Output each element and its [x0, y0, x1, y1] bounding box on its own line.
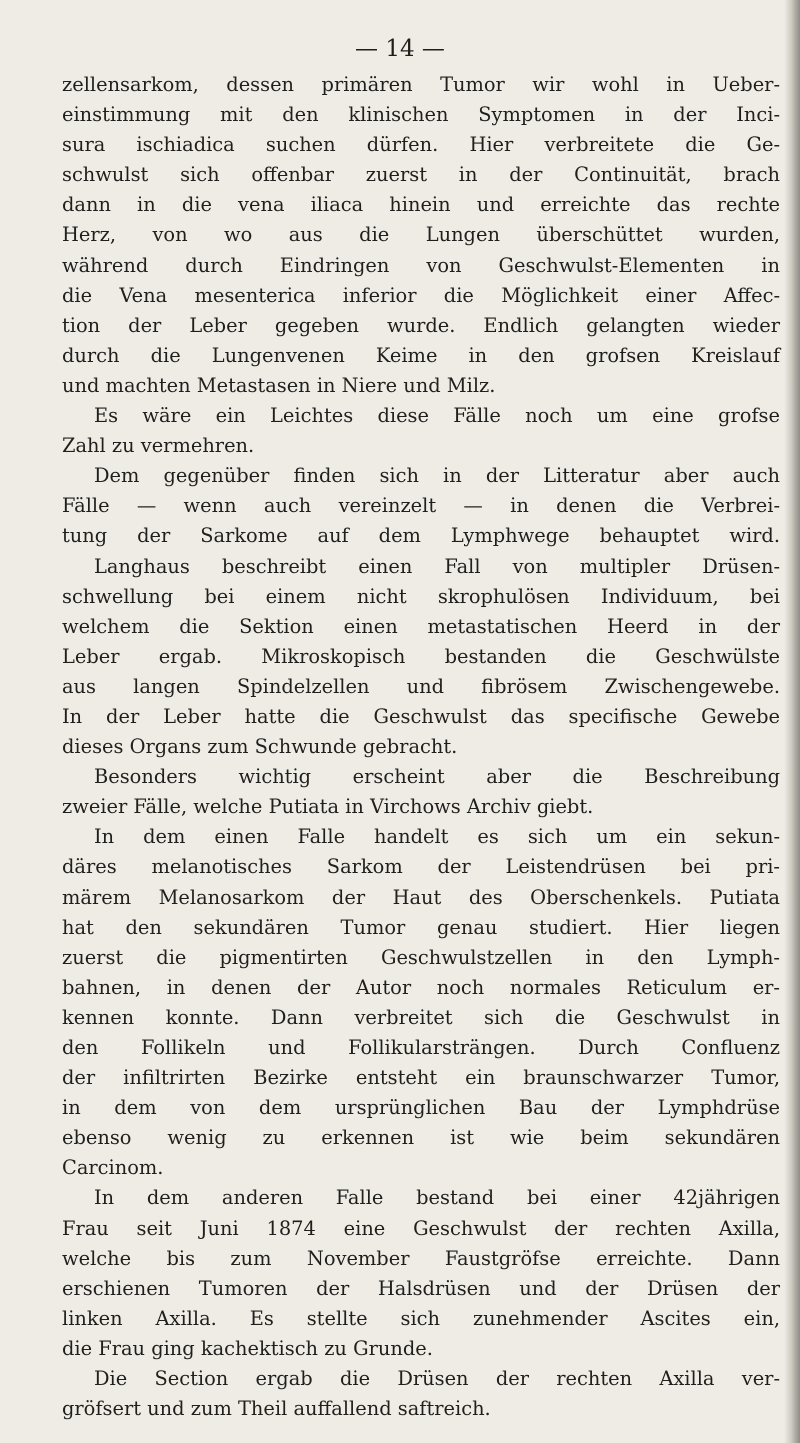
text-line: tung der Sarkome auf dem Lymphwege behauptet wird.: [62, 524, 780, 548]
text-line: Dem gegenüber finden sich in der Litteratur aber auch: [94, 464, 780, 488]
text-line: schwellung bei einem nicht skrophulösen Individuum, bei: [62, 584, 780, 608]
text-line: tion der Leber gegeben wurde. Endlich gelangten wieder: [62, 313, 780, 337]
text-line: den Follikeln und Follikularsträngen. Durch Confluenz: [62, 1036, 780, 1059]
text-line: einstimmung mit den klinischen Symptomen in der Inci-: [62, 103, 780, 127]
text-line: sura ischiadica suchen dürfen. Hier verbreitete die Ge-: [62, 133, 780, 157]
text-line: Zahl zu vermehren.: [62, 434, 255, 458]
text-line: Frau seit Juni 1874 eine Geschwulst der rechten Axilla,: [62, 1216, 780, 1240]
text-line: In der Leber hatte die Geschwulst das specifische Gewebe: [62, 704, 780, 728]
text-line: däres melanotisches Sarkom der Leistendrüsen bei pri-: [62, 855, 780, 879]
text-line: dann in die vena iliaca hinein und erreichte das rechte: [62, 193, 780, 217]
text-line: In dem einen Falle handelt es sich um ein sekun-: [94, 825, 780, 849]
text-line: Carcinom.: [62, 1156, 164, 1180]
text-line: kennen konnte. Dann verbreitet sich die Geschwulst in: [62, 1005, 780, 1029]
text-line: Besonders wichtig erscheint aber die Beschreibung: [94, 765, 780, 789]
text-line: bahnen, in denen der Autor noch normales Reticulum er-: [62, 975, 780, 999]
text-line: In dem anderen Falle bestand bei einer 42jährigen: [94, 1186, 780, 1210]
text-line: hat den sekundären Tumor genau studiert. Hier liegen: [62, 915, 780, 939]
body-text: [62, 70, 780, 1424]
text-line: Leber ergab. Mikroskopisch bestanden die Geschwülste: [62, 644, 780, 668]
text-line: während durch Eindringen von Geschwulst-Elementen in: [62, 253, 780, 277]
text-line: Fälle — wenn auch vereinzelt — in denen die Verbrei-: [62, 494, 780, 518]
text-line: der infiltrirten Bezirke entsteht ein braunschwarzer Tumor,: [62, 1066, 780, 1090]
text-line: durch die Lungenvenen Keime in den grofsen Kreislauf: [62, 343, 780, 367]
text-line: gröfsert und zum Theil auffallend saftreich.: [62, 1397, 491, 1421]
text-line: die Vena mesenterica inferior die Möglichkeit einer Affec-: [62, 283, 780, 307]
text-line: Herz, von wo aus die Lungen überschüttet wurden,: [62, 223, 780, 247]
text-line: Langhaus beschreibt einen Fall von multipler Drüsen-: [94, 554, 780, 578]
text-line: die Frau ging kachektisch zu Grunde.: [62, 1336, 433, 1360]
text-line: märem Melanosarkom der Haut des Oberschenkels. Putiata: [62, 885, 780, 909]
page-number: — 14 —: [355, 36, 445, 62]
text-line: schwulst sich offenbar zuerst in der Continuität, brach: [62, 163, 780, 187]
text-line: Die Section ergab die Drüsen der rechten Axilla ver-: [94, 1367, 780, 1391]
text-line: zellensarkom, dessen primären Tumor wir wohl in Ueber-: [62, 73, 780, 96]
text-line: ebenso wenig zu erkennen ist wie beim sekundären: [62, 1126, 780, 1150]
text-line: zuerst die pigmentirten Geschwulstzellen in den Lymph-: [62, 945, 780, 969]
text-line: aus langen Spindelzellen und fibrösem Zwischengewebe.: [62, 674, 780, 698]
page-edge-shadow: [784, 0, 800, 1443]
text-line: in dem von dem ursprünglichen Bau der Lymphdrüse: [62, 1096, 780, 1120]
text-line: Es wäre ein Leichtes diese Fälle noch um eine grofse: [94, 404, 780, 428]
text-line: welche bis zum November Faustgröfse erreichte. Dann: [62, 1246, 780, 1270]
text-line: dieses Organs zum Schwunde gebracht.: [62, 735, 458, 759]
text-line: zweier Fälle, welche Putiata in Virchows Archiv giebt.: [62, 795, 594, 819]
text-line: linken Axilla. Es stellte sich zunehmender Ascites ein,: [62, 1306, 780, 1330]
text-line: erschienen Tumoren der Halsdrüsen und der Drüsen der: [62, 1276, 780, 1300]
text-line: welchem die Sektion einen metastatischen Heerd in der: [62, 614, 780, 638]
text-line: und machten Metastasen in Niere und Milz.: [62, 373, 496, 397]
